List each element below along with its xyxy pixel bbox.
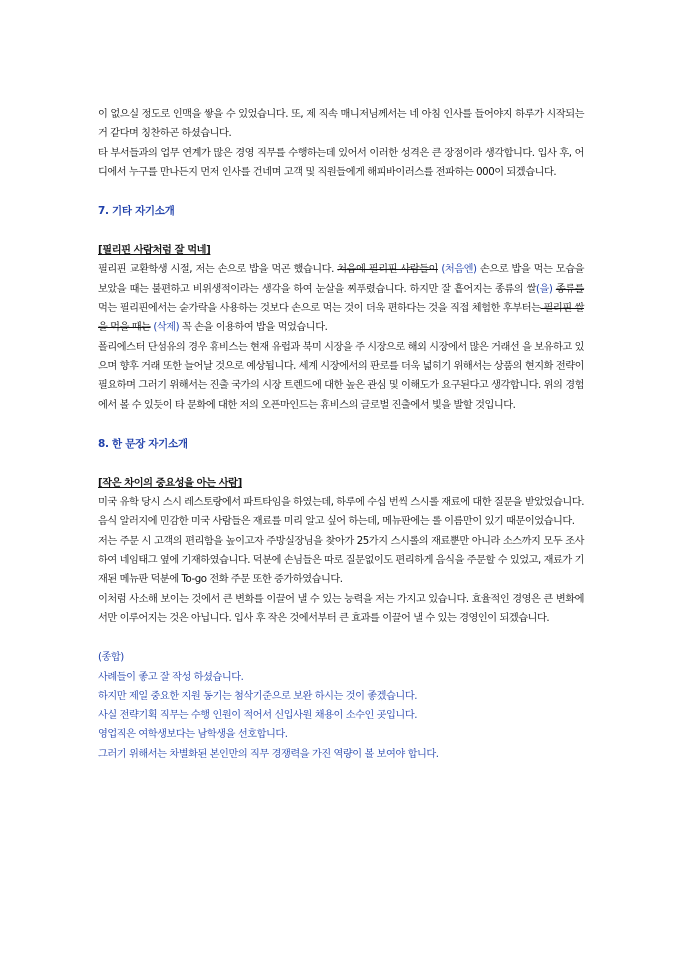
feedback-heading: (종합) (98, 652, 124, 664)
section-8-paragraph-1: 미국 유학 당시 스시 레스토랑에서 파트타임을 하였는데, 하루에 수십 번씩 스시롤 재료에 대한 질문을 받았었습니다. 음식 알러지에 민감한 미국 사람들은 재료를 미리 알고 싶어 하는데, 메뉴판에는 롤 이름만이 있기 때문이었습니다. (98, 497, 584, 528)
section-8-title: 8. 한 문장 자기소개 (98, 437, 188, 450)
document-body (98, 105, 584, 764)
feedback-line: 영업직은 여학생보다는 남학생을 선호합니다. (98, 729, 288, 741)
inserted-text: (삭제) (150, 322, 180, 334)
section-8-paragraph-3: 이처럼 사소해 보이는 것에서 큰 변화를 이끌어 낼 수 있는 능력을 저는 가지고 있습니다. 효율적인 경영은 큰 변화에서만 이루어지는 것은 아닙니다. 입사 후 작은 것에서부터 큰 효과를 이끌어 낼 수 있는 경영인이 되겠습니다. (98, 593, 584, 624)
intro-paragraph-2: 타 부서들과의 업무 연계가 많은 경영 직무를 수행하는데 있어서 이러한 성격은 큰 장점이라 생각합니다. 입사 후, 어디에서 누구를 만나든지 먼저 인사를 건네며 고객 및 직원들에게 해피바이러스를 전파하는 000이 되겠습니다. (98, 147, 584, 178)
inserted-text: (을) (535, 283, 553, 295)
deleted-text: 필리핀 쌀을 먹을 때는 (98, 303, 584, 334)
section-8-paragraph-2: 저는 주문 시 고객의 편리함을 높이고자 주방실장님을 찾아가 25가지 스시롤의 재료뿐만 아니라 소스까지 모두 조사하여 네임태그 옆에 기재하였습니다. 덕분에 손님들은 따로 질문없이도 편리하게 음식을 주문할 수 있었고, 재료가 기재된 메뉴판 덕분에 To-go 전화 주문 또한 증가하였습니다. (98, 535, 584, 586)
intro-paragraph-1: 이 없으실 정도로 인맥을 쌓을 수 있었습니다. 또, 제 직속 매니저님께서는 네 아침 인사를 들어야지 하루가 시작되는 거 같다며 칭찬하곤 하셨습니다. (98, 109, 584, 140)
feedback-line: 사례들이 좋고 잘 작성 하셨습니다. (98, 671, 244, 683)
feedback-summary (98, 648, 584, 764)
section-7-title: 7. 기타 자기소개 (98, 205, 175, 218)
section-7-paragraph-2: 폴리에스터 단섬유의 경우 휴비스는 현재 유럽과 북미 시장을 주 시장으로 해외 시장에서 많은 거래선 을 보유하고 있으며 향후 거래 또한 늘어날 것으로 예상됩니다. 세계 시장에서의 판로를 더욱 넓히기 위해서는 상품의 현지화 전략이 필요하며 그러기 위해서는 진출 국가의 시장 트렌드에 대한 높은 관심 및 이해도가 요구된다고 생각합니다. 위의 경험에서 볼 수 있듯이 타 문화에 대한 저의 오픈마인드는 휴비스의 글로벌 진출에서 빛을 발할 것입니다. (98, 341, 584, 411)
feedback-line: 사실 전략기획 직무는 수행 인원이 적어서 신입사원 채용이 소수인 곳입니다. (98, 710, 418, 722)
section-7-paragraph-1: 필리핀 교환학생 시절, 저는 손으로 밥을 먹곤 했습니다. 처음에 필리핀 사람들이 (처음엔) 손으로 밥을 먹는 모습을 보았을 때는 불편하고 비위생적이라는 생각을 하여 눈살을 찌푸렸습니다. 하지만 잘 흩어지는 종류의 쌀(을) 종류를 먹는 필리핀에서는 숟가락을 사용하는 것보다 손으로 먹는 것이 더욱 편하다는 것을 직접 체험한 후부터는 필리핀 쌀을 먹을 때는 (삭제) 꼭 손을 이용하여 밥을 먹었습니다. (98, 264, 585, 334)
deleted-text: 처음에 필리핀 사람들이 (337, 264, 438, 276)
section-7-subtitle: [필리핀 사람처럼 잘 먹네] (98, 245, 211, 257)
deleted-text: 종류를 (555, 283, 585, 295)
feedback-line: 하지만 제일 중요한 지원 동기는 첨삭기준으로 보완 하시는 것이 좋겠습니다. (98, 690, 418, 702)
feedback-line: 그러기 위해서는 차별화된 본인만의 직무 경쟁력을 가진 역량이 볼 보여야 합니다. (98, 748, 439, 760)
inserted-text: (처음엔) (437, 264, 477, 276)
section-8-subtitle: [작은 차이의 중요성을 아는 사람] (98, 477, 242, 489)
